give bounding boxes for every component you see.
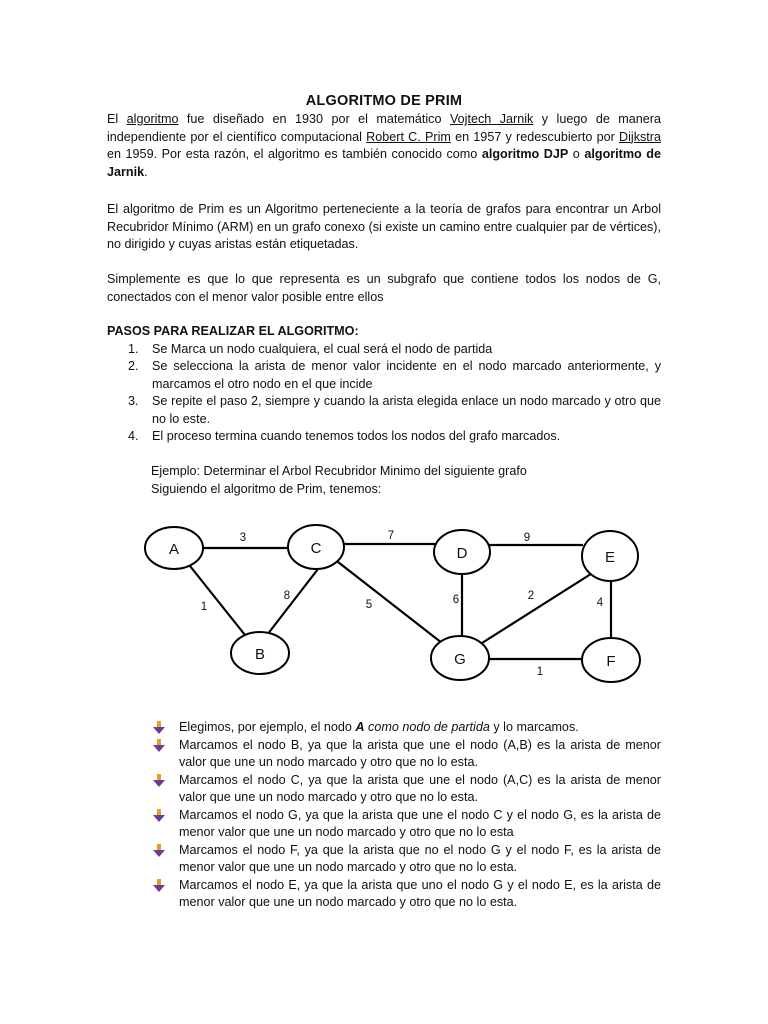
list-item [153, 772, 661, 806]
down-arrow-bullet-icon [153, 844, 165, 857]
edge-c-b [267, 569, 318, 635]
weight-d-g: 6 [452, 594, 460, 606]
bullet-italic: como nodo de partida [364, 720, 490, 734]
node-label-g: G [454, 651, 466, 668]
bullet-text: Marcamos el nodo B, ya que la arista que une el nodo (A,B) es la arista de menor valor que une un nodo marcado y otro que no lo esta. [179, 738, 661, 769]
node-label-c: C [310, 540, 322, 557]
intro-text: y luego de manera independiente por el científico computacional [107, 112, 661, 144]
down-arrow-bullet-icon [153, 809, 165, 822]
document-title: ALGORITMO DE PRIM [305, 93, 463, 109]
link-algoritmo[interactable]: algoritmo [126, 112, 179, 126]
down-arrow-bullet-icon [153, 879, 165, 892]
weight-c-b: 8 [283, 590, 291, 602]
down-arrow-bullet-icon [153, 774, 165, 787]
bullet-text: Marcamos el nodo C, ya que la arista que une el nodo (A,C) es la arista de menor valor que une un nodo marcado y otro que no lo esta. [179, 773, 661, 804]
example-line: Siguiendo el algoritmo de Prim, tenemos: [151, 481, 382, 496]
weight-g-f: 1 [536, 666, 544, 678]
weight-d-e: 9 [523, 532, 531, 544]
down-arrow-bullet-icon [153, 721, 165, 734]
down-arrow-bullet-icon [153, 739, 165, 752]
step-number: 1. [128, 341, 139, 356]
edge-c-g [338, 562, 442, 643]
intro-text: . [144, 164, 148, 179]
intro-text: o [568, 147, 585, 161]
step-number: 4. [128, 429, 139, 443]
bullet-text: Elegimos, por ejemplo, el nodo [179, 720, 356, 734]
node-label-e: E [604, 549, 616, 566]
weight-a-b: 1 [200, 601, 208, 613]
definition-text: El algoritmo de Prim es un Algoritmo perteneciente a la teoría de grafos para encontrar un Arbol Recubridor Mínimo (ARM) en un grafo conexo (si existe un camino entre cualquier par de vértices), no dirigido y cuyas aristas están etiquetadas. [107, 202, 661, 251]
bullet-node: A [355, 720, 365, 734]
link-dijkstra[interactable]: Dijkstra [619, 129, 661, 144]
bullet-text: Marcamos el nodo F, ya que la arista que no el nodo G y el nodo F, es la arista de menor valor que une un nodo marcado y otro que no lo esta. [179, 843, 661, 874]
intro-text: en 1959. Por esta razón, el algoritmo es también conocido como [107, 147, 482, 161]
bullet-text: Marcamos el nodo G, ya que la arista que une el nodo C y el nodo G, es la arista de menor valor que une un nodo marcado y otro que no lo esta [179, 808, 661, 839]
steps-walkthrough [153, 719, 661, 912]
bullet-text: y lo marcamos. [489, 720, 579, 734]
intro-text: El [107, 112, 127, 126]
weight-c-d: 7 [387, 530, 395, 542]
example-line: Ejemplo: Determinar el Arbol Recubridor Minimo del siguiente grafo [151, 464, 527, 478]
edge-a-b [190, 566, 245, 635]
steps-heading: PASOS PARA REALIZAR EL ALGORITMO: [107, 324, 359, 338]
node-label-f: F [606, 653, 616, 670]
step-number: 3. [128, 394, 139, 408]
node-label-a: A [168, 541, 180, 558]
bold-djp: algoritmo DJP [481, 147, 569, 161]
list-item [153, 719, 661, 736]
bold-jarnik: algoritmo de Jarnik [107, 147, 661, 179]
node-label-d: D [456, 545, 468, 562]
step-text: Se repite el paso 2, siempre y cuando la arista elegida enlace un nodo marcado y otro que no lo este. [152, 394, 661, 426]
step-text: Se selecciona la arista de menor valor incidente en el nodo marcado anteriormente, y marcamos el otro nodo en el que incide [152, 359, 661, 391]
summary-text: Simplemente es que lo que representa es un subgrafo que contiene todos los nodos de G, conectados con el menor valor posible entre ellos [107, 272, 661, 304]
link-vojtech-jarnik[interactable]: Vojtech Jarnik [449, 112, 534, 126]
step-text: El proceso termina cuando tenemos todos los nodos del grafo marcados. [152, 429, 561, 443]
edge-g-e [482, 572, 594, 643]
node-label-b: B [254, 646, 266, 663]
weight-a-c: 3 [239, 532, 247, 544]
intro-text: en 1957 y redescubierto por [450, 129, 620, 144]
step-number: 2. [128, 359, 139, 373]
intro-text: fue diseñado en 1930 por el matemático [178, 112, 450, 126]
weight-e-f: 4 [596, 597, 604, 609]
bullet-text: Marcamos el nodo E, ya que la arista que uno el nodo G y el nodo E, es la arista de menor valor que une un nodo marcado y otro que no lo esta. [179, 878, 661, 909]
walkthrough-list [153, 719, 661, 911]
link-robert-prim[interactable]: Robert C. Prim [366, 129, 451, 144]
list-item [153, 877, 661, 911]
list-item [153, 807, 661, 841]
weight-c-g: 5 [365, 599, 373, 611]
list-item [153, 737, 661, 771]
weight-g-e: 2 [527, 590, 535, 602]
step-text: Se Marca un nodo cualquiera, el cual será el nodo de partida [152, 341, 493, 356]
list-item [153, 842, 661, 876]
